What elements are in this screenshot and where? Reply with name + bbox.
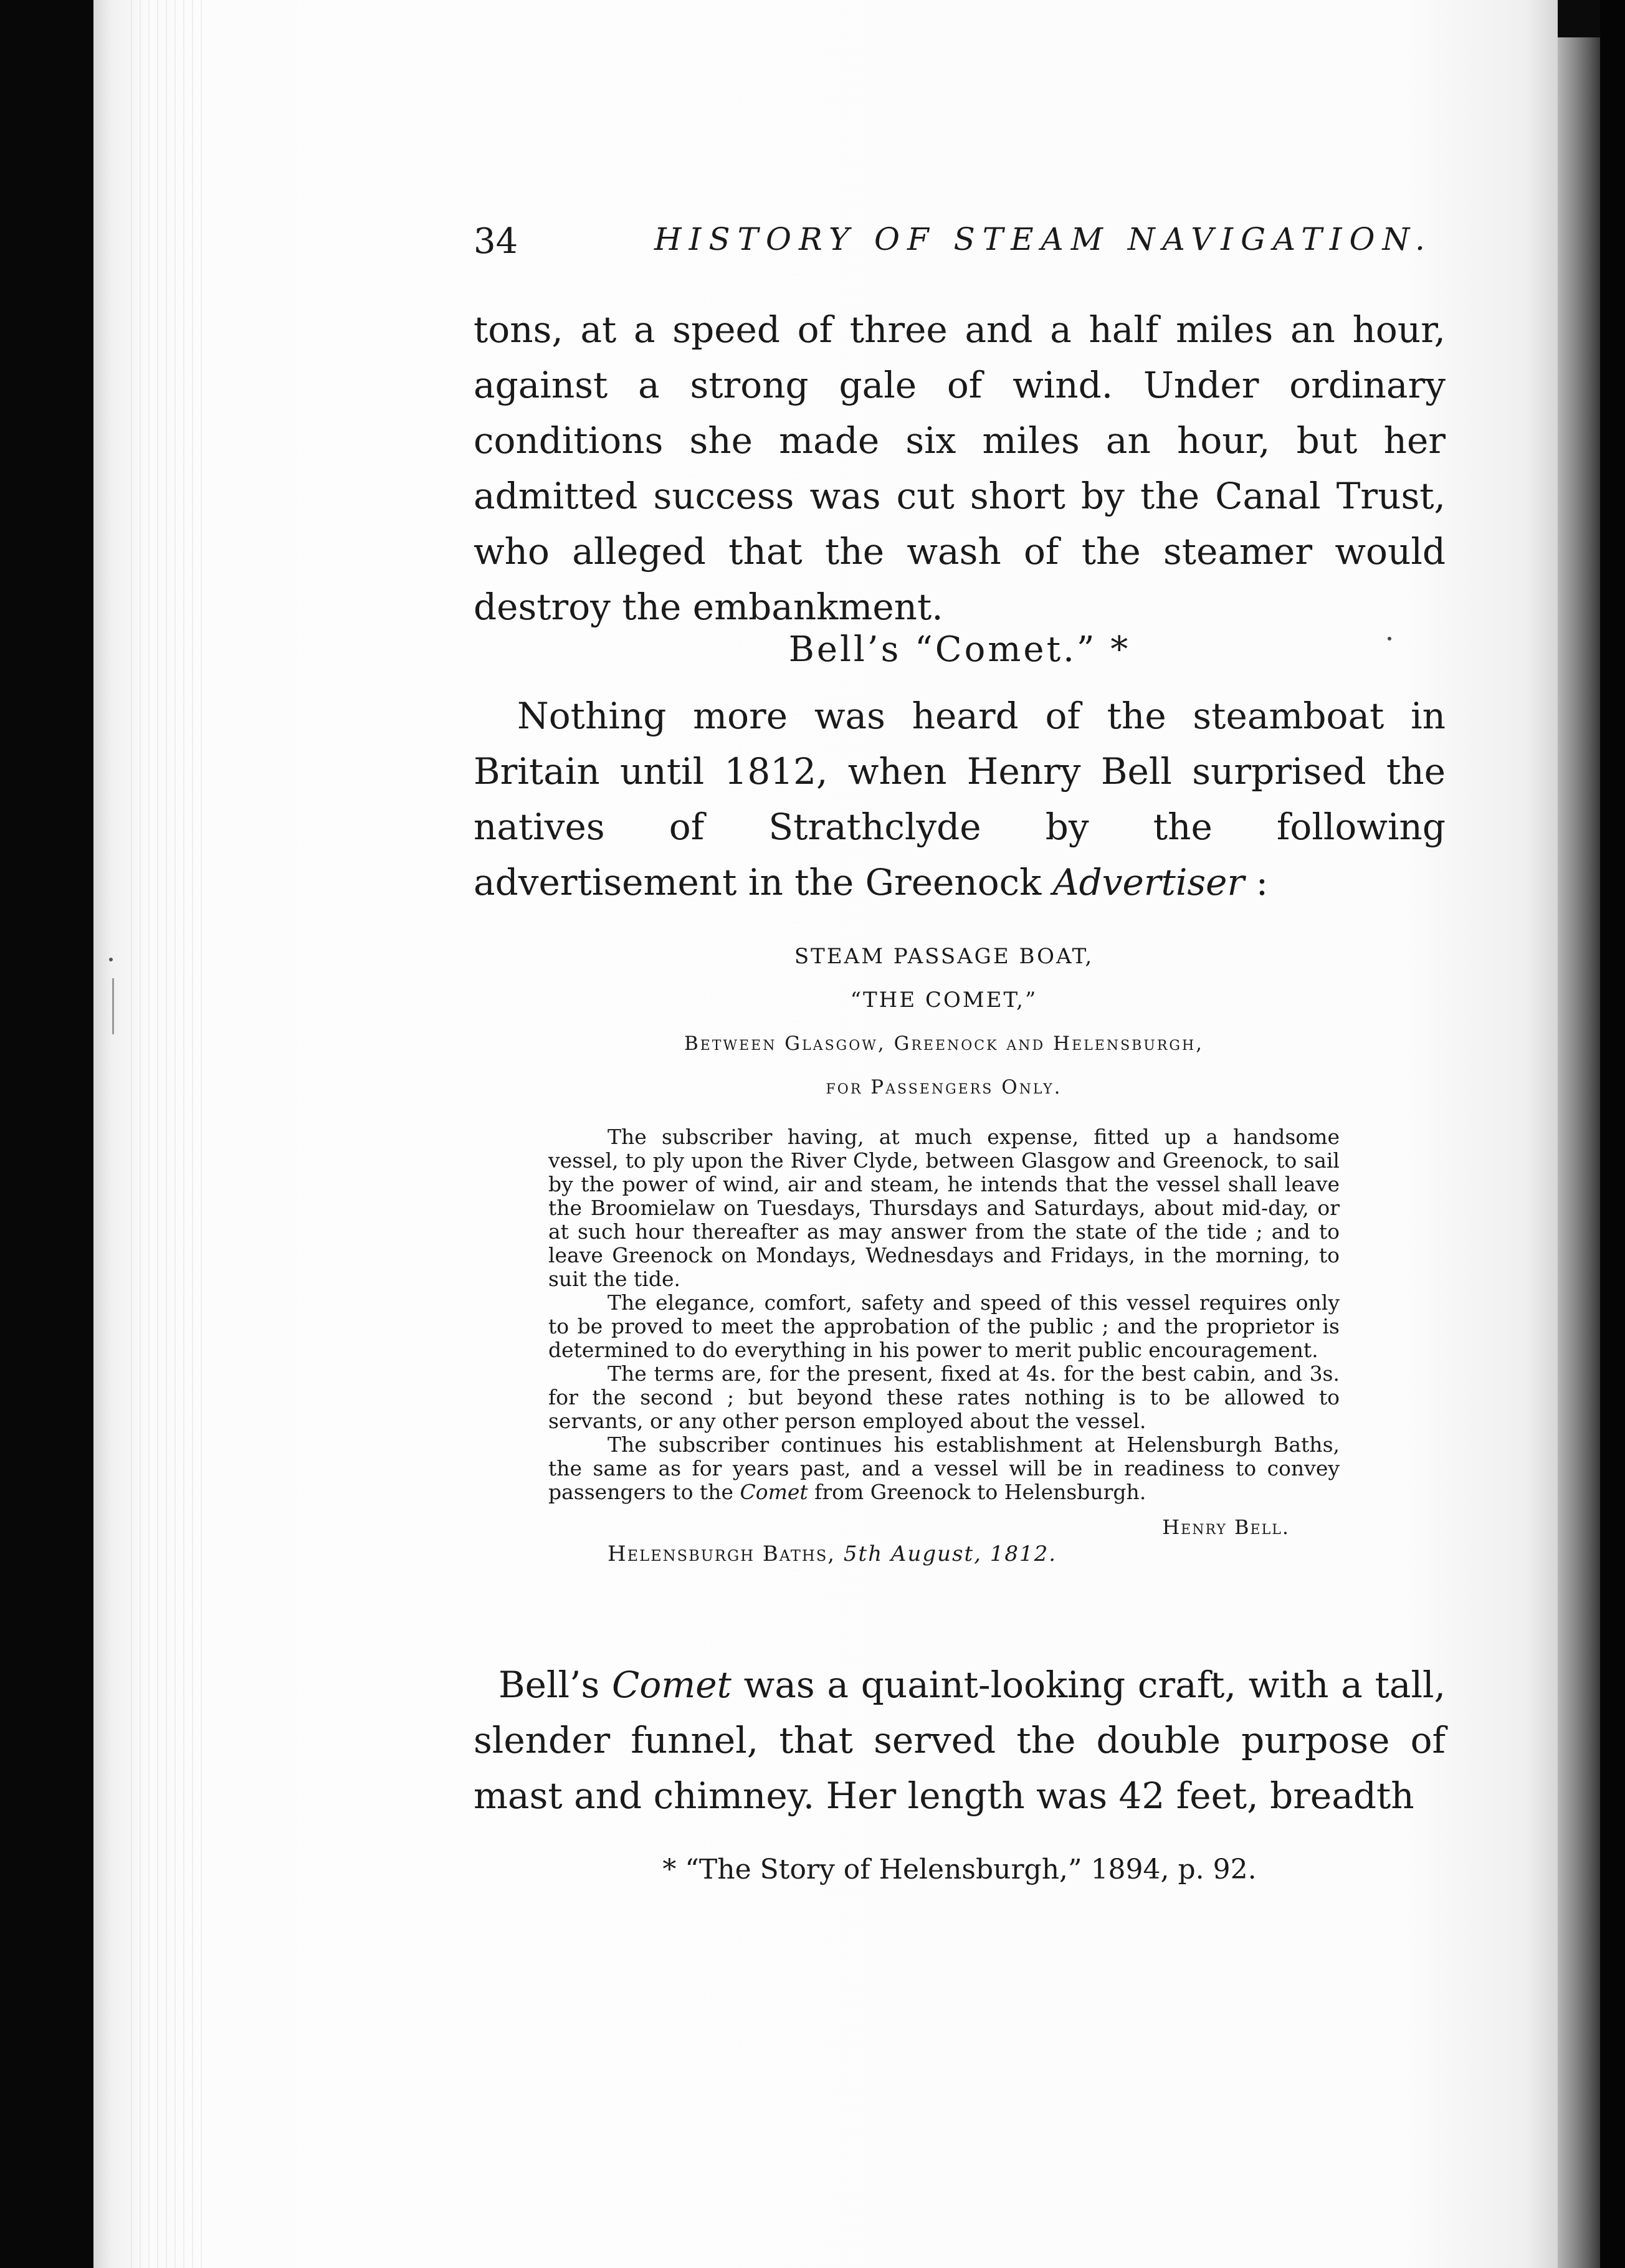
- section-heading: Bell’s “Comet.” *: [788, 629, 1131, 670]
- book-page-edges: [1555, 37, 1604, 2268]
- paragraph-text: Bell’s: [498, 1664, 612, 1706]
- page-number: 34: [474, 221, 518, 262]
- scan-border-left: [0, 0, 93, 2268]
- advert-date: 5th August, 1812.: [843, 1541, 1057, 1566]
- advert-place-date: [608, 1541, 1057, 1566]
- quoted-advertisement: [548, 935, 1340, 1571]
- advert-place: Helensburgh Baths,: [608, 1541, 844, 1566]
- advert-note: for Passengers Only.: [826, 1076, 1062, 1098]
- advert-text: The subscriber continues his establishment at Helensburgh Baths, the same as for years past, and a vessel will be in readiness to convey passengers to the: [548, 1432, 1340, 1504]
- footnote: * “The Story of Helensburgh,” 1894, p. 92.: [662, 1854, 1257, 1885]
- italic-title: Advertiser: [1052, 861, 1245, 903]
- paragraph-comet-description: [474, 1657, 1446, 1824]
- running-title: HISTORY OF STEAM NAVIGATION.: [654, 221, 1432, 257]
- advert-signature: Henry Bell.: [1162, 1515, 1290, 1539]
- paragraph-text: Nothing more was heard of the steamboat in Britain until 1812, when Henry Bell surprised the natives of Strathclyde by the following advertisement in the Greenock: [474, 695, 1446, 903]
- running-head: [474, 221, 1470, 271]
- advert-text: from Greenock to Helensburgh.: [808, 1480, 1146, 1504]
- italic-vessel-name: Comet: [740, 1480, 808, 1504]
- advert-title: STEAM PASSAGE BOAT,: [794, 944, 1094, 969]
- speck: [109, 958, 113, 961]
- paragraph-text: :: [1244, 861, 1269, 903]
- advert-signature-block: [548, 1515, 1340, 1571]
- advert-route: Between Glasgow, Greenock and Helensburgh,: [684, 1032, 1204, 1055]
- advert-body: [548, 1125, 1340, 1504]
- scan-border-right: [1600, 0, 1625, 2268]
- italic-vessel-name: Comet: [612, 1664, 731, 1706]
- advert-vessel-name: “THE COMET,”: [850, 988, 1038, 1012]
- advert-paragraph: The elegance, comfort, safety and speed of this vessel requires only to be proved to meet the approbation of the public ; and the proprietor is determined to do everything in his power to merit public encouragement.: [548, 1290, 1340, 1362]
- paragraph-intro-advert: [474, 688, 1446, 910]
- advert-paragraph: The subscriber having, at much expense, fitted up a handsome vessel, to ply upon the River Clyde, between Glasgow and Greenock, to sail by the power of wind, air and steam, he intends that the vessel shall leave the Broomielaw on Tuesdays, Thursdays and Saturdays, about mid-day, or at such hour thereafter as may answer from the state of the tide ; and to leave Greenock on Mondays, Wednesdays and Fridays, in the morning, to suit the tide.: [548, 1125, 1340, 1291]
- advert-paragraph: The terms are, for the present, fixed at 4s. for the best cabin, and 3s. for the second ; but beyond these rates nothing is to be allowed to servants, or any other person employed about the vessel.: [548, 1361, 1340, 1433]
- advert-paragraph: [548, 1433, 1340, 1504]
- paragraph-opening: tons, at a speed of three and a half miles an hour, against a strong gale of wind. Under ordinary conditions she made six miles an hour, but her admitted success was cut short by the Canal Trust, who alleged that the wash of the steamer would destroy the embankment.: [474, 308, 1446, 628]
- paragraph-text: was a quaint-looking craft, with a tall, slender funnel, that served the double purpose of mast and chimney. Her length was 42 feet, breadth: [474, 1664, 1446, 1817]
- speck: [112, 978, 114, 1034]
